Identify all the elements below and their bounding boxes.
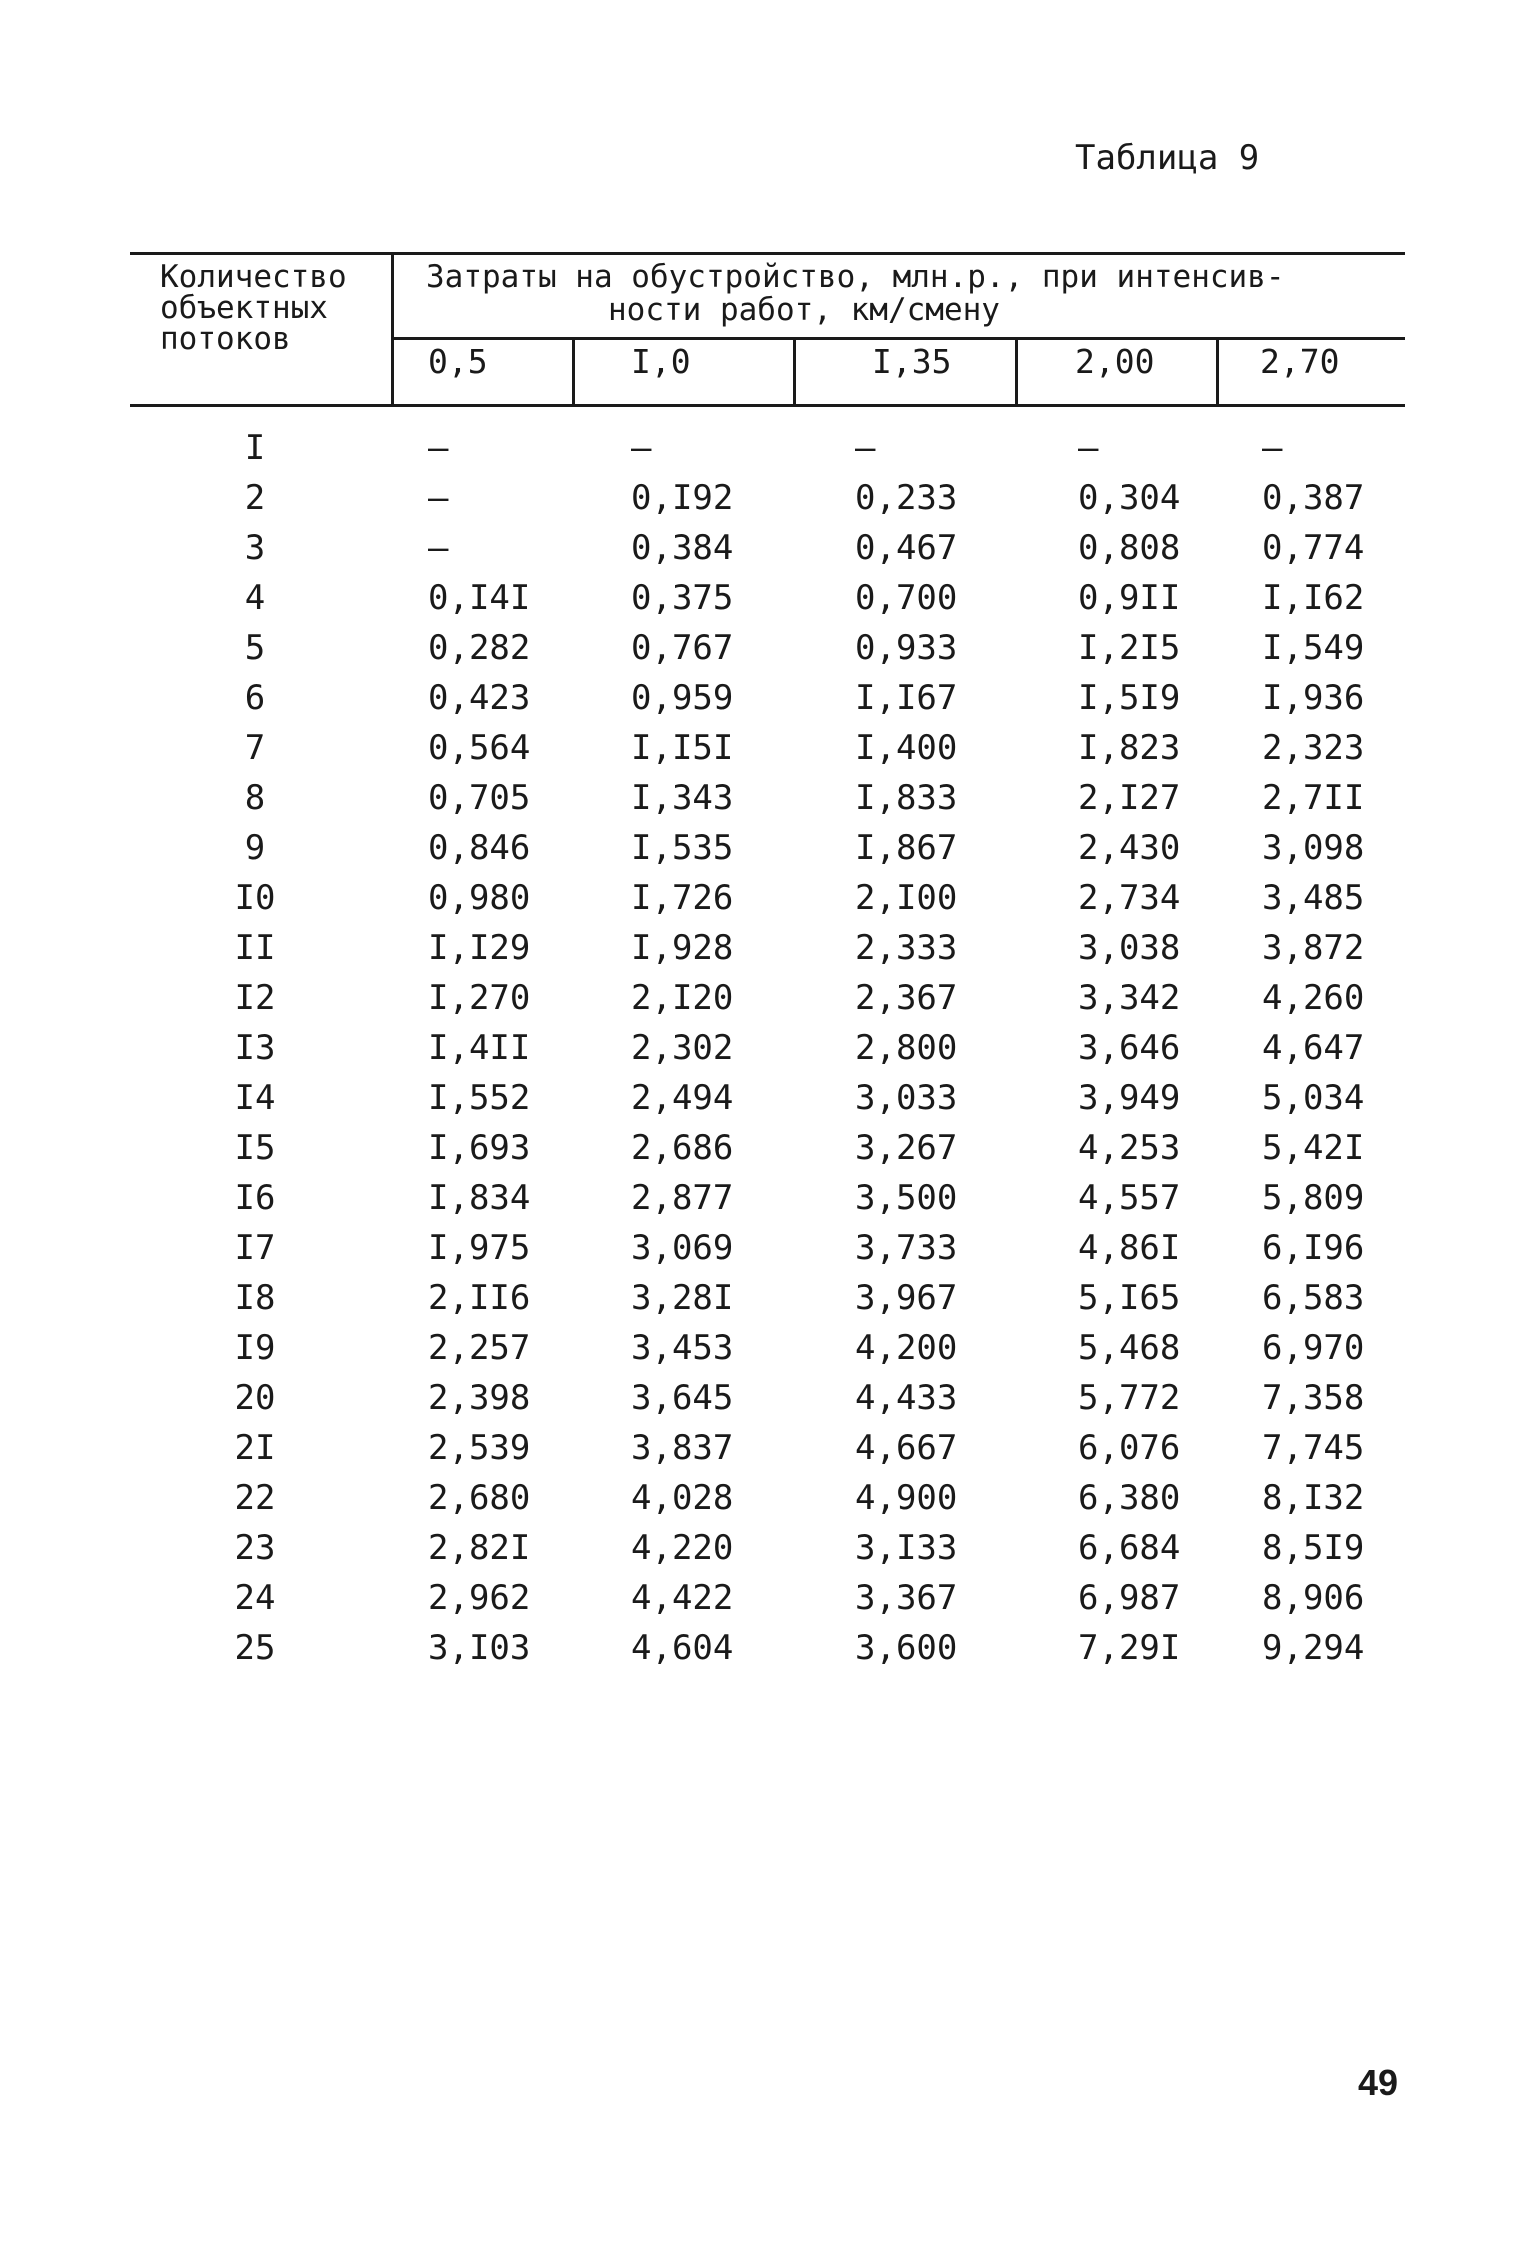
value-cell: 8,I32 xyxy=(1262,1478,1365,1518)
row-number-cell: 5 xyxy=(244,628,266,668)
row-header-divider xyxy=(391,252,394,406)
row-number-cell: I xyxy=(244,428,266,468)
value-cell: I,343 xyxy=(631,778,734,818)
row-number-cell: I8 xyxy=(234,1278,276,1318)
value-cell: 0,375 xyxy=(631,578,734,618)
value-cell: I,2I5 xyxy=(1078,628,1181,668)
value-cell: 0,767 xyxy=(631,628,734,668)
value-cell: 3,646 xyxy=(1078,1028,1181,1068)
value-cell: 0,564 xyxy=(428,728,531,768)
value-cell: 2,800 xyxy=(855,1028,958,1068)
value-cell: 2,I20 xyxy=(631,978,734,1018)
row-number-cell: 6 xyxy=(244,678,266,718)
value-cell: – xyxy=(631,428,652,468)
value-cell: 3,733 xyxy=(855,1228,958,1268)
value-cell: I,867 xyxy=(855,828,958,868)
value-cell: I,4II xyxy=(428,1028,531,1068)
value-cell: 2,82I xyxy=(428,1528,531,1568)
value-cell: 0,933 xyxy=(855,628,958,668)
value-cell: 4,557 xyxy=(1078,1178,1181,1218)
value-cell: 0,I4I xyxy=(428,578,531,618)
row-number-cell: I9 xyxy=(234,1328,276,1368)
row-number-cell: I2 xyxy=(234,978,276,1018)
value-cell: 3,342 xyxy=(1078,978,1181,1018)
value-cell: I,834 xyxy=(428,1178,531,1218)
row-number-cell: 2 xyxy=(244,478,266,518)
value-cell: 3,28I xyxy=(631,1278,734,1318)
column-header: I,0 xyxy=(631,342,691,381)
value-cell: 3,967 xyxy=(855,1278,958,1318)
value-cell: I,I67 xyxy=(855,678,958,718)
value-cell: I,I29 xyxy=(428,928,531,968)
value-cell: I,549 xyxy=(1262,628,1365,668)
row-number-cell: 2I xyxy=(234,1428,276,1468)
value-cell: 7,745 xyxy=(1262,1428,1365,1468)
column-header: 2,00 xyxy=(1075,342,1155,381)
value-cell: 4,422 xyxy=(631,1578,734,1618)
row-number-cell: 7 xyxy=(244,728,266,768)
value-cell: I,400 xyxy=(855,728,958,768)
group-header-line: Затраты на обустройство, млн.р., при интенсив- xyxy=(426,259,1285,295)
value-cell: 0,705 xyxy=(428,778,531,818)
row-number-cell: 8 xyxy=(244,778,266,818)
column-header: 0,5 xyxy=(428,342,488,381)
value-cell: 2,I27 xyxy=(1078,778,1181,818)
value-cell: 4,433 xyxy=(855,1378,958,1418)
column-divider xyxy=(1216,337,1219,406)
value-cell: 2,333 xyxy=(855,928,958,968)
group-header-rule xyxy=(393,337,1405,340)
value-cell: 3,038 xyxy=(1078,928,1181,968)
value-cell: 3,069 xyxy=(631,1228,734,1268)
value-cell: 2,430 xyxy=(1078,828,1181,868)
value-cell: I,975 xyxy=(428,1228,531,1268)
value-cell: I,I62 xyxy=(1262,578,1365,618)
table-caption: Таблица 9 xyxy=(1075,138,1260,178)
value-cell: – xyxy=(428,428,449,468)
column-divider xyxy=(793,337,796,406)
row-number-cell: I0 xyxy=(234,878,276,918)
value-cell: 0,467 xyxy=(855,528,958,568)
row-number-cell: 20 xyxy=(234,1378,276,1418)
value-cell: I,I5I xyxy=(631,728,734,768)
row-number-cell: 24 xyxy=(234,1578,276,1618)
row-number-cell: I6 xyxy=(234,1178,276,1218)
row-number-cell: I7 xyxy=(234,1228,276,1268)
value-cell: 3,837 xyxy=(631,1428,734,1468)
column-header: I,35 xyxy=(872,342,952,381)
value-cell: 0,304 xyxy=(1078,478,1181,518)
value-cell: 0,846 xyxy=(428,828,531,868)
group-header-line: ности работ, км/смену xyxy=(608,292,1000,328)
value-cell: 6,583 xyxy=(1262,1278,1365,1318)
value-cell: 5,42I xyxy=(1262,1128,1365,1168)
row-number-cell: I4 xyxy=(234,1078,276,1118)
row-number-cell: I3 xyxy=(234,1028,276,1068)
value-cell: 3,872 xyxy=(1262,928,1365,968)
row-number-cell: 3 xyxy=(244,528,266,568)
value-cell: 2,877 xyxy=(631,1178,734,1218)
value-cell: 3,267 xyxy=(855,1128,958,1168)
value-cell: 7,358 xyxy=(1262,1378,1365,1418)
value-cell: 0,423 xyxy=(428,678,531,718)
value-cell: 2,494 xyxy=(631,1078,734,1118)
value-cell: 3,453 xyxy=(631,1328,734,1368)
value-cell: – xyxy=(428,478,449,518)
value-cell: 2,962 xyxy=(428,1578,531,1618)
column-divider xyxy=(1015,337,1018,406)
value-cell: 2,II6 xyxy=(428,1278,531,1318)
column-header: 2,70 xyxy=(1260,342,1340,381)
value-cell: 2,257 xyxy=(428,1328,531,1368)
value-cell: 0,774 xyxy=(1262,528,1365,568)
value-cell: 6,970 xyxy=(1262,1328,1365,1368)
row-header-line: объектных xyxy=(160,290,328,326)
value-cell: 4,253 xyxy=(1078,1128,1181,1168)
value-cell: I,5I9 xyxy=(1078,678,1181,718)
value-cell: 2,539 xyxy=(428,1428,531,1468)
value-cell: 4,647 xyxy=(1262,1028,1365,1068)
value-cell: I,726 xyxy=(631,878,734,918)
value-cell: 2,686 xyxy=(631,1128,734,1168)
value-cell: 0,I92 xyxy=(631,478,734,518)
value-cell: 0,387 xyxy=(1262,478,1365,518)
value-cell: 6,I96 xyxy=(1262,1228,1365,1268)
value-cell: 8,906 xyxy=(1262,1578,1365,1618)
value-cell: 0,282 xyxy=(428,628,531,668)
value-cell: – xyxy=(1078,428,1099,468)
row-number-cell: 23 xyxy=(234,1528,276,1568)
value-cell: 0,384 xyxy=(631,528,734,568)
column-divider xyxy=(572,337,575,406)
value-cell: 3,500 xyxy=(855,1178,958,1218)
value-cell: I,552 xyxy=(428,1078,531,1118)
value-cell: 5,034 xyxy=(1262,1078,1365,1118)
row-header-line: потоков xyxy=(160,321,291,357)
value-cell: 3,485 xyxy=(1262,878,1365,918)
value-cell: 0,233 xyxy=(855,478,958,518)
value-cell: 2,323 xyxy=(1262,728,1365,768)
value-cell: 3,645 xyxy=(631,1378,734,1418)
value-cell: 4,667 xyxy=(855,1428,958,1468)
value-cell: 0,9II xyxy=(1078,578,1181,618)
value-cell: 4,604 xyxy=(631,1628,734,1668)
value-cell: – xyxy=(428,528,449,568)
value-cell: 0,959 xyxy=(631,678,734,718)
value-cell: – xyxy=(1262,428,1283,468)
value-cell: 6,684 xyxy=(1078,1528,1181,1568)
row-number-cell: 9 xyxy=(244,828,266,868)
value-cell: 6,076 xyxy=(1078,1428,1181,1468)
value-cell: 2,I00 xyxy=(855,878,958,918)
row-header-line: Количество xyxy=(160,259,347,295)
value-cell: 4,200 xyxy=(855,1328,958,1368)
value-cell: 0,808 xyxy=(1078,528,1181,568)
value-cell: 2,367 xyxy=(855,978,958,1018)
header-bottom-rule xyxy=(130,404,1405,407)
value-cell: 4,86I xyxy=(1078,1228,1181,1268)
value-cell: 9,294 xyxy=(1262,1628,1365,1668)
row-number-cell: 4 xyxy=(244,578,266,618)
value-cell: 5,468 xyxy=(1078,1328,1181,1368)
value-cell: 2,302 xyxy=(631,1028,734,1068)
value-cell: 3,I33 xyxy=(855,1528,958,1568)
value-cell: I,535 xyxy=(631,828,734,868)
value-cell: 6,380 xyxy=(1078,1478,1181,1518)
table-top-rule xyxy=(130,252,1405,255)
value-cell: I,936 xyxy=(1262,678,1365,718)
value-cell: I,833 xyxy=(855,778,958,818)
value-cell: 5,809 xyxy=(1262,1178,1365,1218)
value-cell: 4,220 xyxy=(631,1528,734,1568)
value-cell: 6,987 xyxy=(1078,1578,1181,1618)
row-number-cell: I5 xyxy=(234,1128,276,1168)
value-cell: 8,5I9 xyxy=(1262,1528,1365,1568)
value-cell: 2,734 xyxy=(1078,878,1181,918)
value-cell: 3,367 xyxy=(855,1578,958,1618)
value-cell: I,693 xyxy=(428,1128,531,1168)
value-cell: 3,098 xyxy=(1262,828,1365,868)
value-cell: – xyxy=(855,428,876,468)
value-cell: I,270 xyxy=(428,978,531,1018)
value-cell: 2,7II xyxy=(1262,778,1365,818)
value-cell: 3,I03 xyxy=(428,1628,531,1668)
value-cell: 5,772 xyxy=(1078,1378,1181,1418)
value-cell: 5,I65 xyxy=(1078,1278,1181,1318)
value-cell: 3,600 xyxy=(855,1628,958,1668)
value-cell: 0,980 xyxy=(428,878,531,918)
value-cell: 3,949 xyxy=(1078,1078,1181,1118)
page-number: 49 xyxy=(1358,2062,1399,2103)
value-cell: 4,900 xyxy=(855,1478,958,1518)
value-cell: 2,680 xyxy=(428,1478,531,1518)
value-cell: 4,028 xyxy=(631,1478,734,1518)
value-cell: 3,033 xyxy=(855,1078,958,1118)
row-number-cell: 22 xyxy=(234,1478,276,1518)
value-cell: I,823 xyxy=(1078,728,1181,768)
row-number-cell: 25 xyxy=(234,1628,276,1668)
value-cell: 7,29I xyxy=(1078,1628,1181,1668)
value-cell: 2,398 xyxy=(428,1378,531,1418)
value-cell: 4,260 xyxy=(1262,978,1365,1018)
value-cell: 0,700 xyxy=(855,578,958,618)
value-cell: I,928 xyxy=(631,928,734,968)
row-number-cell: II xyxy=(234,928,276,968)
